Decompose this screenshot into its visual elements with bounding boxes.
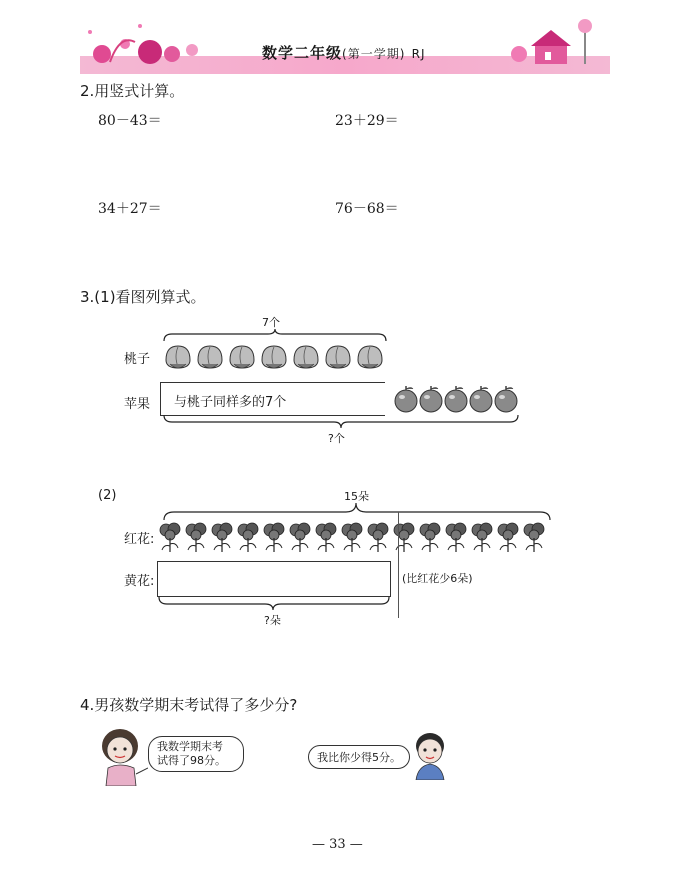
q2-item-4: 76－68＝ — [335, 201, 399, 217]
peach-icon — [166, 346, 190, 368]
apple-row — [394, 384, 524, 414]
flower-icon — [238, 523, 258, 552]
flower-icon — [368, 523, 388, 552]
question-2-title: 2.用竖式计算。 — [80, 82, 185, 100]
yellow-total-label: ?朵 — [264, 614, 281, 627]
apple-label: 苹果 — [124, 397, 151, 412]
yellow-flower-box — [157, 561, 391, 597]
flower-icon — [394, 523, 414, 552]
page-number: — 33 — — [312, 837, 363, 852]
yellow-flower-label: 黄花: — [124, 574, 155, 589]
girl-speech-line-1: 我数学期末考 — [157, 740, 223, 753]
part-2-label: (2) — [98, 488, 117, 503]
question-3-title: 3.(1)看图列算式。 — [80, 288, 206, 306]
girl-speech-line-2: 试得了98分。 — [157, 754, 226, 767]
apple-icon — [495, 386, 517, 412]
boy-speech-bubble — [308, 745, 410, 769]
girl-illustration — [96, 724, 148, 786]
header-term: (第一学期) — [342, 47, 406, 61]
apple-icon — [420, 386, 442, 412]
flower-icon — [446, 523, 466, 552]
q2-item-1: 80－43＝ — [98, 113, 162, 129]
yellow-flower-note: (比红花少6朵) — [402, 572, 473, 585]
flower-icon — [342, 523, 362, 552]
flower-icon — [524, 523, 544, 552]
flower-icon — [160, 523, 180, 552]
bottom-brace-apples — [160, 414, 522, 430]
header-edition: RJ — [411, 47, 426, 61]
flower-icon — [316, 523, 336, 552]
peach-icon — [230, 346, 254, 368]
flower-icon — [186, 523, 206, 552]
apple-total-label: ?个 — [328, 432, 345, 445]
peach-label: 桃子 — [124, 352, 151, 367]
red-flower-row — [158, 518, 568, 554]
header-title — [262, 42, 426, 63]
flower-icon — [290, 523, 310, 552]
apple-icon — [445, 386, 467, 412]
flower-icon — [498, 523, 518, 552]
girl-speech-bubble — [148, 736, 244, 772]
bottom-brace-yellow — [157, 596, 393, 612]
apple-icon — [470, 386, 492, 412]
peach-icon — [326, 346, 350, 368]
flower-count-label: 15朵 — [344, 490, 369, 503]
red-flower-label: 红花: — [124, 532, 155, 547]
q2-item-3: 34＋27＝ — [98, 201, 162, 217]
q2-item-2: 23＋29＝ — [335, 113, 399, 129]
divider-line — [398, 512, 399, 618]
flower-icon — [212, 523, 232, 552]
peach-icon — [294, 346, 318, 368]
boy-speech-text: 我比你少得5分。 — [317, 751, 401, 764]
peach-icon — [358, 346, 382, 368]
apple-box-text: 与桃子同样多的7个 — [174, 395, 287, 410]
peach-count-label: 7个 — [262, 316, 280, 329]
header-right-decoration — [505, 14, 605, 76]
question-4-title: 4.男孩数学期末考试得了多少分? — [80, 696, 298, 714]
flower-icon — [264, 523, 284, 552]
flower-icon — [420, 523, 440, 552]
boy-illustration — [410, 728, 450, 780]
flower-icon — [472, 523, 492, 552]
header-grade: 数学二年级 — [262, 44, 343, 62]
peach-icon — [198, 346, 222, 368]
header-left-decoration — [80, 14, 210, 76]
apple-icon — [395, 386, 417, 412]
peach-icon — [262, 346, 286, 368]
peach-row — [160, 340, 390, 370]
